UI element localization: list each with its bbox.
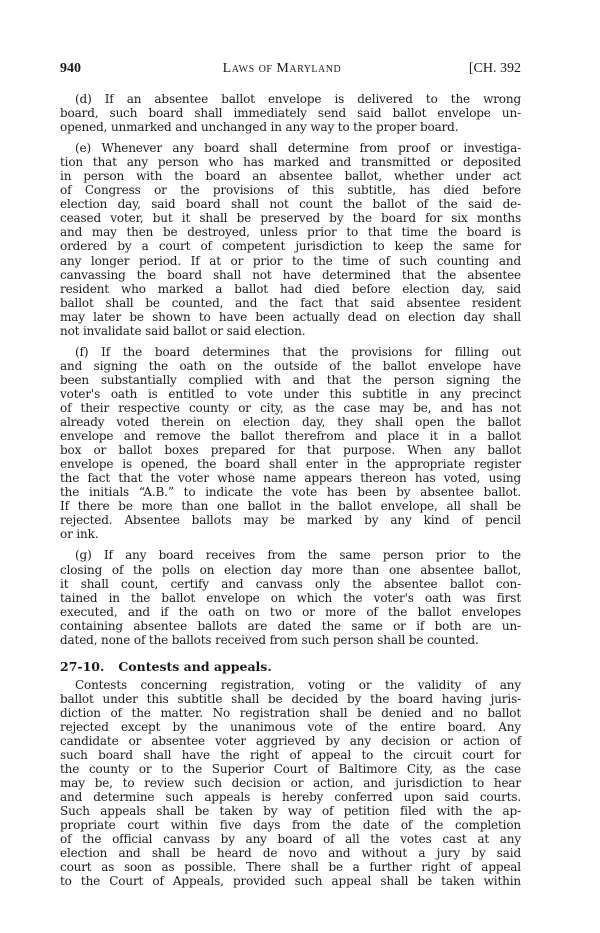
text-line: resident who marked a ballot had died before election day, said	[60, 281, 521, 296]
text-line: rejected. Absentee ballots may be marked by any kind of pencil	[60, 513, 521, 528]
section-heading	[60, 659, 521, 674]
text-line: of Congress or the provisions of this subtitle, has died before	[60, 183, 521, 198]
text-line: diction of the matter. No registration shall be denied and no ballot	[60, 705, 521, 720]
text-line: and signing the oath on the outside of the ballot envelope have	[60, 358, 521, 373]
text-line: (g) If any board receives from the same person prior to the	[75, 548, 521, 563]
text-line: propriate court within five days from the date of the completion	[60, 818, 521, 833]
section-number: 27-10.	[60, 658, 105, 674]
text-line: envelope and remove the ballot therefrom and place it in a ballot	[60, 429, 521, 444]
text-line: and determine such appeals is hereby conferred upon said courts.	[60, 790, 521, 805]
text-line: ballot under this subtitle shall be decided by the board having juris-	[60, 691, 521, 706]
text-line: box or ballot boxes prepared for that purpose. When any ballot	[60, 443, 521, 458]
paragraph-f	[60, 345, 521, 542]
text-line: may later be shown to have been actually dead on election day shall	[60, 309, 521, 324]
text-line: such board shall have the right of appeal to the circuit court for	[60, 748, 521, 763]
body-text	[60, 92, 521, 888]
text-line: of the official canvass by any board of all the votes cast at any	[60, 832, 521, 847]
text-line: the fact that the voter whose name appears thereon has voted, using	[60, 471, 521, 486]
paragraph-e	[60, 141, 521, 338]
text-line: envelope is opened, the board shall enter in the appropriate register	[60, 457, 521, 472]
running-header	[60, 61, 521, 83]
text-line: the initials “A.B.” to indicate the vote has been by absentee ballot.	[60, 485, 521, 500]
text-line: containing absentee ballots are dated the same or if both are un-	[60, 618, 521, 633]
text-line: of their respective county or city, as the case may be, and has not	[60, 400, 521, 415]
text-line: Such appeals shall be taken by way of petition filed with the ap-	[60, 804, 521, 819]
section-paragraph	[60, 678, 521, 889]
text-line: (e) Whenever any board shall determine from proof or investiga-	[75, 141, 521, 156]
section-title: Contests and appeals.	[118, 658, 272, 674]
text-line: board, such board shall immediately send said ballot envelope un-	[60, 106, 521, 121]
paragraph-g	[60, 548, 521, 646]
text-line: closing of the polls on election day more than one absentee ballot,	[60, 562, 521, 577]
text-line: canvassing the board shall not have determined that the absentee	[60, 267, 521, 282]
book-title: Laws of Maryland	[222, 61, 342, 76]
paragraph-d	[60, 92, 521, 134]
text-line: in person with the board an absentee ballot, whether under act	[60, 169, 521, 184]
text-line: or ink.	[60, 527, 99, 542]
text-line: been substantially complied with and that the person signing the	[60, 372, 521, 387]
text-line: tained in the ballot envelope on which the voter's oath was first	[60, 590, 521, 605]
document-page	[60, 61, 521, 895]
text-line: executed, and if the oath on two or more of the ballot envelopes	[60, 604, 521, 619]
text-line: and may then be destroyed, unless prior to that time the board is	[60, 225, 521, 240]
text-line: already voted therein on election day, they shall open the ballot	[60, 415, 521, 430]
text-line: rejected except by the unanimous vote of the entire board. Any	[60, 719, 521, 734]
text-line: ordered by a court of competent jurisdiction to keep the same for	[60, 239, 521, 254]
text-line: (d) If an absentee ballot envelope is delivered to the wrong	[75, 92, 521, 106]
text-line: any longer period. If at or prior to the time of such counting and	[60, 253, 521, 268]
text-line: Contests concerning registration, voting or the validity of any	[75, 677, 521, 692]
text-line: ceased voter, but it shall be preserved by the board for six months	[60, 211, 521, 226]
text-line: may be, to review such decision or action, and jurisdiction to hear	[60, 776, 521, 791]
text-line: election day, said board shall not count the ballot of the said de-	[60, 197, 521, 212]
page-number: 940	[60, 61, 81, 76]
text-line: ballot shall be counted, and the fact that said absentee resident	[60, 295, 521, 310]
text-line: the county or to the Superior Court of Baltimore City, as the case	[60, 762, 521, 777]
text-line: it shall count, certify and canvass only the absentee ballot con-	[60, 576, 521, 591]
text-line: If there be more than one ballot in the ballot envelope, all shall be	[60, 499, 521, 514]
text-line: candidate or absentee voter aggrieved by any decision or action of	[60, 733, 521, 748]
text-line: opened, unmarked and unchanged in any way to the proper board.	[60, 120, 459, 135]
text-line: court as soon as possible. There shall be a further right of appeal	[60, 860, 521, 875]
text-line: (f) If the board determines that the provisions for filling out	[75, 344, 521, 359]
text-line: election and shall be heard de novo and without a jury by said	[60, 846, 521, 861]
text-line: to the Court of Appeals, provided such appeal shall be taken within	[60, 874, 521, 889]
text-line: tion that any person who has marked and transmitted or deposited	[60, 155, 521, 170]
text-line: not invalidate said ballot or said election.	[60, 323, 306, 338]
text-line: voter's oath is entitled to vote under this subtitle in any precinct	[60, 386, 521, 401]
text-line: dated, none of the ballots received from such person shall be counted.	[60, 632, 479, 647]
chapter-label: [CH. 392	[468, 61, 521, 76]
